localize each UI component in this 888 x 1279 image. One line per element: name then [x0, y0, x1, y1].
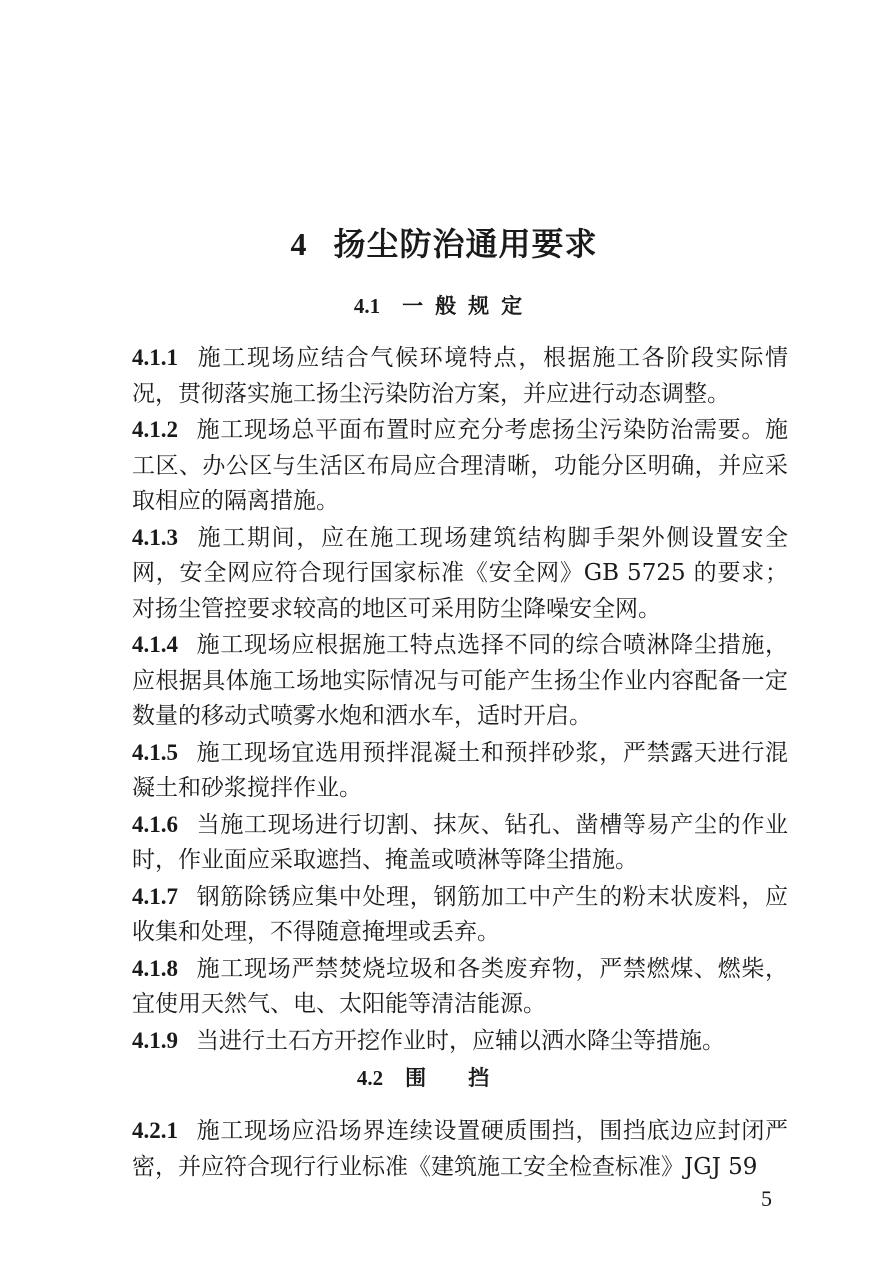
clause-4-1-9 [132, 1023, 788, 1060]
clause-number: 4.1.3 [132, 524, 178, 550]
clause-text: 施工期间，应在施工现场建筑结构脚手架外侧设置安全网，安全网应符合现行国家标准《安全网》GB 5725 的要求；对扬尘管控要求较高的地区可采用防尘降噪安全网。 [132, 524, 788, 622]
clause-4-1-5 [132, 735, 788, 807]
section-4-1-body [132, 340, 788, 1059]
clause-text: 施工现场应沿场界连续设置硬质围挡，围挡底边应封闭严密，并应符合现行行业标准《建筑施工安全检查标准》JGJ 59 [132, 1118, 788, 1180]
clause-number: 4.1.7 [132, 883, 178, 909]
clause-4-1-8 [132, 951, 788, 1023]
chapter-number: 4 [290, 226, 308, 262]
section-number: 4.2 [356, 1066, 384, 1090]
clause-4-1-4 [132, 627, 788, 735]
clause-number: 4.1.5 [132, 739, 178, 765]
page-number: 5 [761, 1186, 772, 1211]
clause-4-1-7 [132, 879, 788, 951]
clause-text: 施工现场严禁焚烧垃圾和各类废弃物，严禁燃煤、燃柴，宜使用天然气、电、太阳能等清洁能源。 [132, 955, 788, 1017]
clause-text: 施工现场应根据施工特点选择不同的综合喷淋降尘措施，应根据具体施工场地实际情况与可能产生扬尘作业内容配备一定数量的移动式喷雾水炮和洒水车，适时开启。 [132, 632, 788, 729]
clause-number: 4.1.4 [132, 632, 178, 657]
clause-number: 4.1.2 [132, 417, 178, 442]
clause-text: 施工现场应结合气候环境特点，根据施工各阶段实际情况，贯彻落实施工扬尘污染防治方案，并应进行动态调整。 [132, 345, 788, 407]
section-name: 一般规定 [402, 294, 535, 318]
clause-text: 施工现场宜选用预拌混凝土和预拌砂浆，严禁露天进行混凝土和砂浆搅拌作业。 [132, 739, 788, 801]
section-number: 4.1 [353, 294, 381, 318]
clause-number: 4.2.1 [132, 1118, 178, 1143]
section-4-2-body [132, 1113, 788, 1185]
clause-text: 当施工现场进行切割、抹灰、钻孔、凿槽等易产尘的作业时，作业面应采取遮挡、掩盖或喷淋等降尘措施。 [132, 811, 788, 873]
section-title-4-2 [0, 1063, 888, 1093]
clause-number: 4.1.8 [132, 955, 178, 981]
chapter-title [0, 222, 888, 266]
clause-4-1-1 [132, 340, 788, 412]
section-name: 围挡 [405, 1066, 532, 1090]
clause-text: 施工现场总平面布置时应充分考虑扬尘污染防治需要。施工区、办公区与生活区布局应合理清晰，功能分区明确，并应采取相应的隔离措施。 [132, 417, 788, 514]
section-title-4-1 [0, 291, 888, 321]
clause-number: 4.1.9 [132, 1027, 178, 1053]
clause-4-2-1 [132, 1113, 788, 1185]
clause-number: 4.1.1 [132, 345, 178, 370]
clause-4-1-3 [132, 520, 788, 628]
clause-4-1-2 [132, 412, 788, 520]
clause-number: 4.1.6 [132, 811, 178, 837]
clause-text: 钢筋除锈应集中处理，钢筋加工中产生的粉末状废料，应收集和处理，不得随意掩埋或丢弃。 [132, 883, 788, 945]
chapter-title-text: 扬尘防治通用要求 [333, 225, 598, 263]
clause-text: 当进行土石方开挖作业时，应辅以洒水降尘等措施。 [196, 1027, 725, 1054]
clause-4-1-6 [132, 807, 788, 879]
